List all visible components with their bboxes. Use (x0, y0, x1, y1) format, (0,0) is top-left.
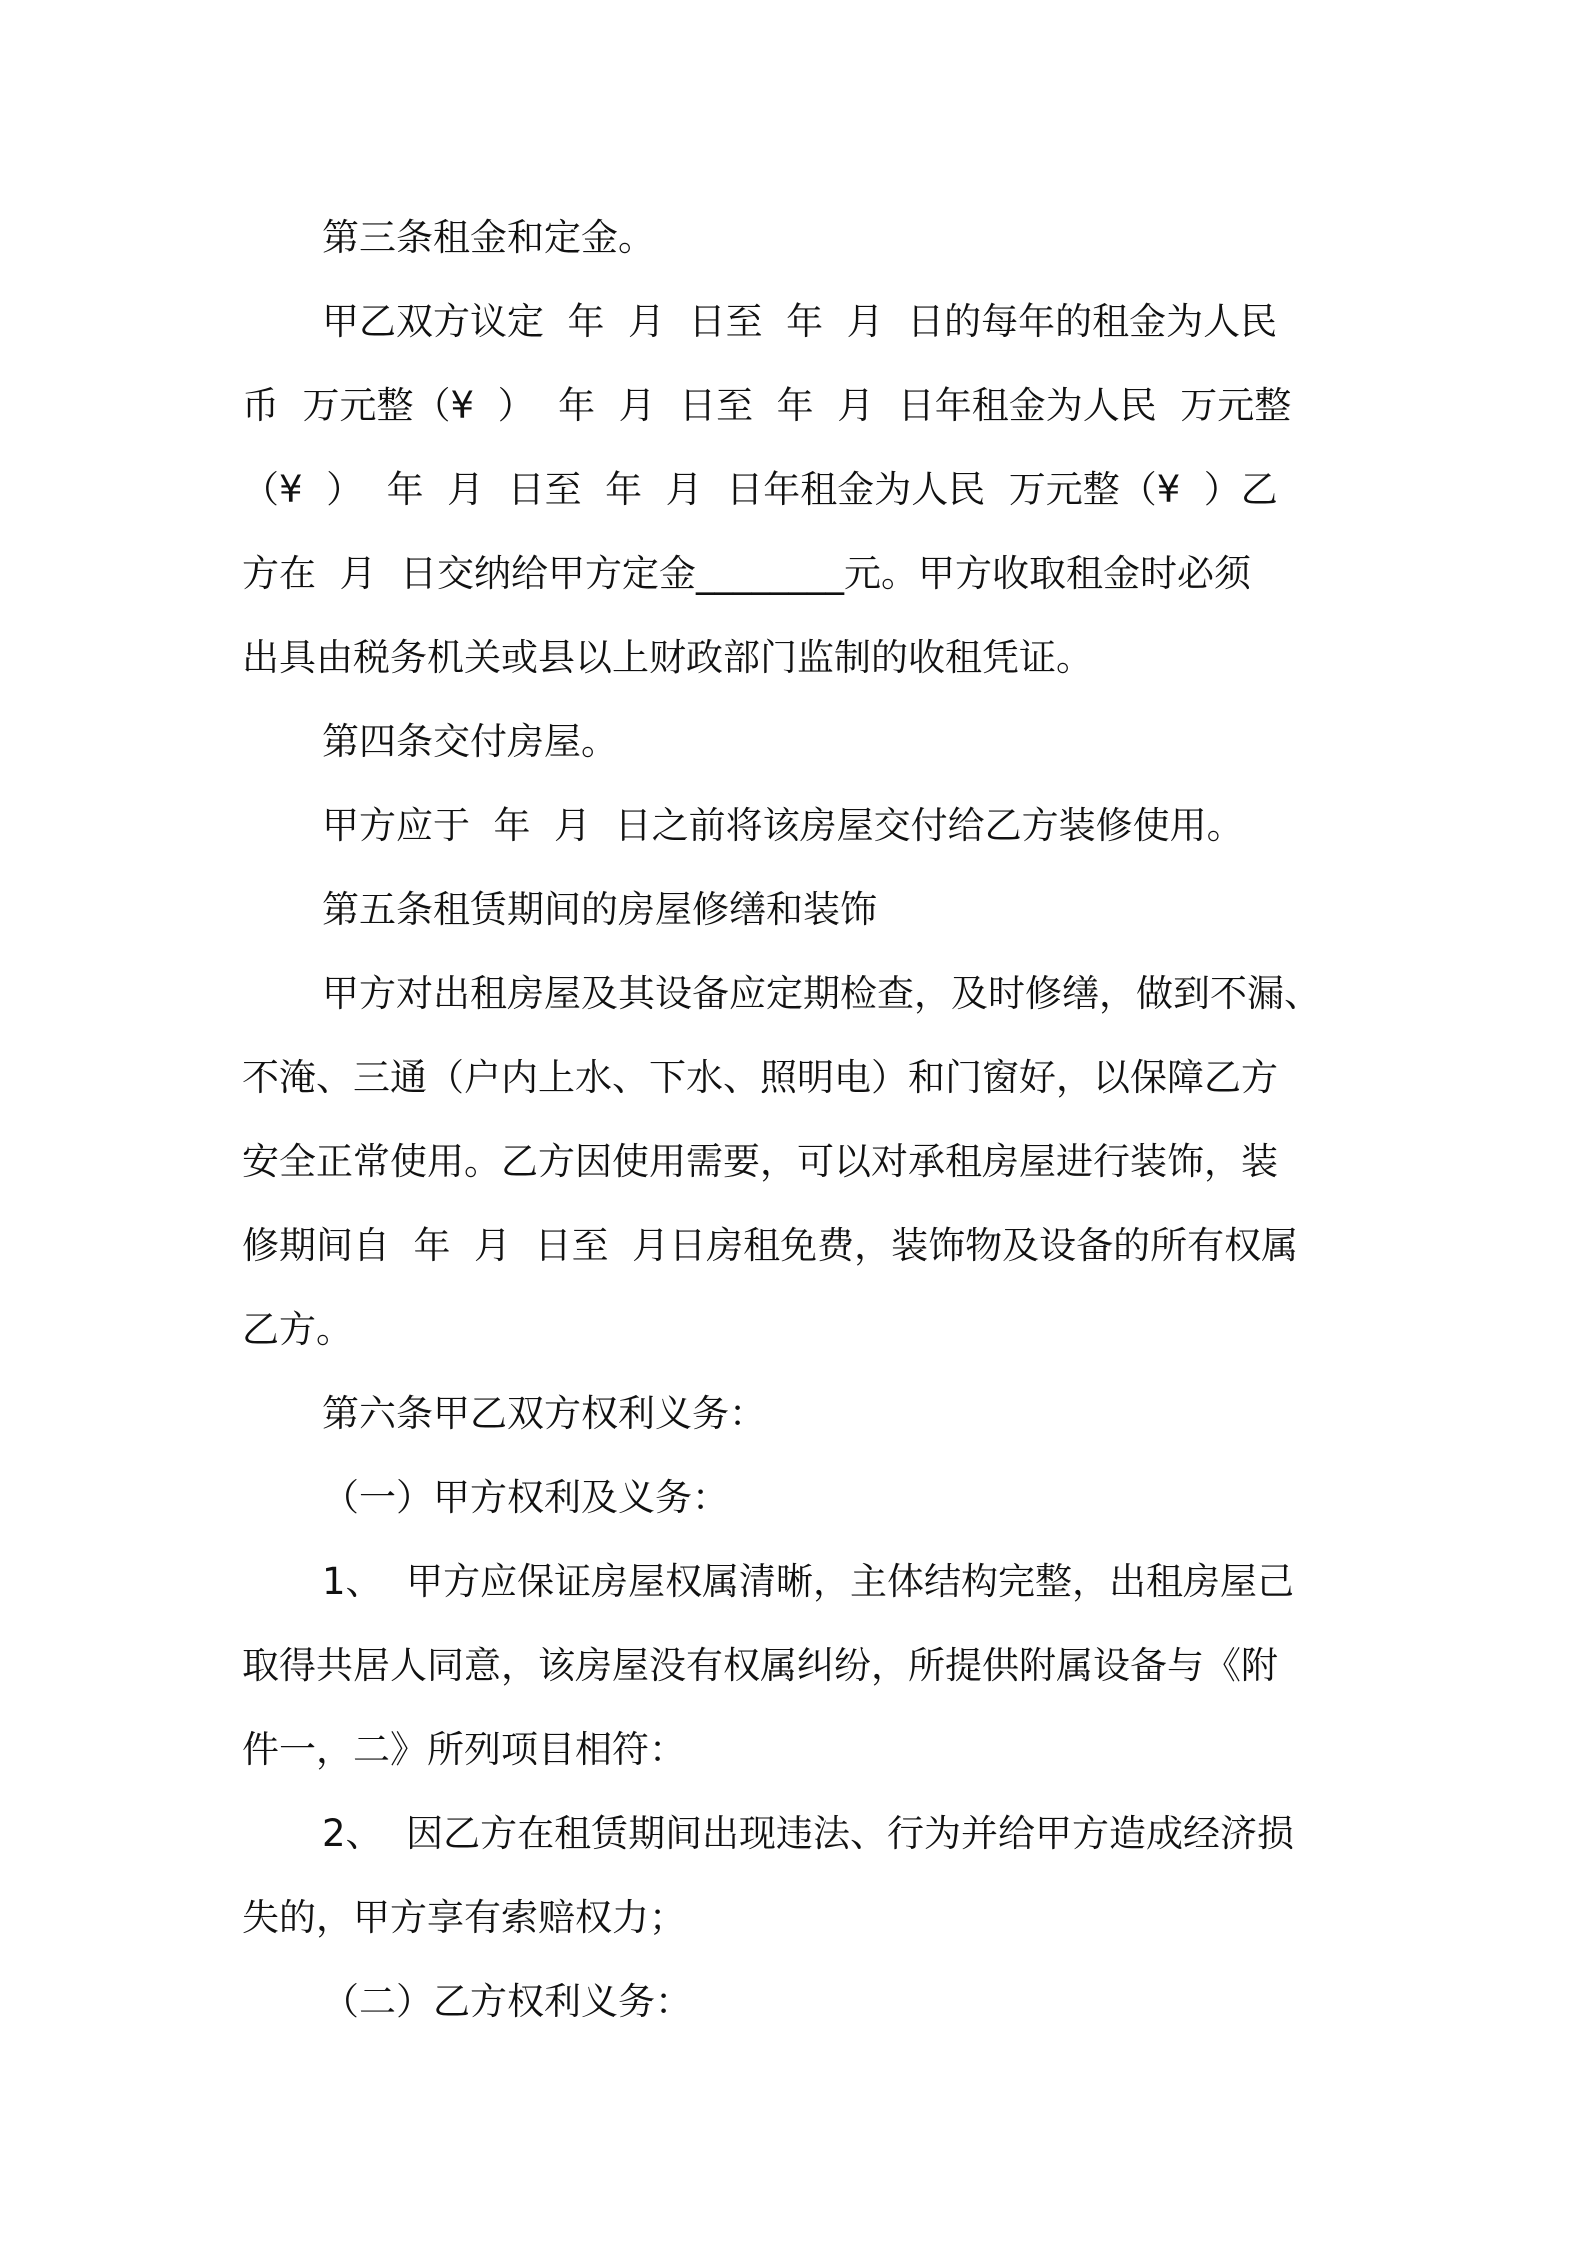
paragraph-line: （¥ ） 年 月 日至 年 月 日年租金为人民 万元整（¥ ）乙 (242, 468, 1278, 511)
paragraph-line: 甲方对出租房屋及其设备应定期检查，及时修缮，做到不漏、 (322, 972, 1321, 1015)
document-body (242, 196, 1358, 2044)
list-item-line: 件一，二》所列项目相符： (242, 1728, 686, 1771)
list-item-line: 失的，甲方享有索赔权力； (242, 1896, 686, 1939)
paragraph-line: 不淹、三通（户内上水、下水、照明电）和门窗好，以保障乙方 (242, 1056, 1278, 1099)
paragraph-line: 甲乙双方议定 年 月 日至 年 月 日的每年的租金为人民 (322, 300, 1278, 343)
paragraph-line: 币 万元整（¥ ） 年 月 日至 年 月 日年租金为人民 万元整 (242, 384, 1292, 427)
paragraph-line: 出具由税务机关或县以上财政部门监制的收租凭证。 (242, 636, 1093, 679)
paragraph-line: 安全正常使用。乙方因使用需要，可以对承租房屋进行装饰，装 (242, 1140, 1278, 1183)
paragraph-line: 乙方。 (242, 1308, 353, 1351)
section-1-heading: （一）甲方权利及义务： (322, 1476, 729, 1519)
paragraph-line: 甲方应于 年 月 日之前将该房屋交付给乙方装修使用。 (322, 804, 1244, 847)
paragraph-line: 修期间自 年 月 日至 月日房租免费，装饰物及设备的所有权属 (242, 1224, 1299, 1267)
article-4-heading: 第四条交付房屋。 (322, 720, 618, 763)
paragraph-line: 方在 月 日交纳给甲方定金________元。甲方收取租金时必须 (242, 552, 1252, 595)
article-5-heading: 第五条租赁期间的房屋修缮和装饰 (322, 888, 877, 931)
article-6-heading: 第六条甲乙双方权利义务： (322, 1392, 766, 1435)
list-item-line: 2、 因乙方在租赁期间出现违法、行为并给甲方造成经济损 (322, 1812, 1295, 1855)
list-item-line: 1、 甲方应保证房屋权属清晰，主体结构完整，出租房屋己 (322, 1560, 1295, 1603)
section-2-heading: （二）乙方权利义务： (322, 1980, 692, 2023)
list-item-line: 取得共居人同意，该房屋没有权属纠纷，所提供附属设备与《附 (242, 1644, 1278, 1687)
article-3-heading: 第三条租金和定金。 (322, 216, 655, 259)
